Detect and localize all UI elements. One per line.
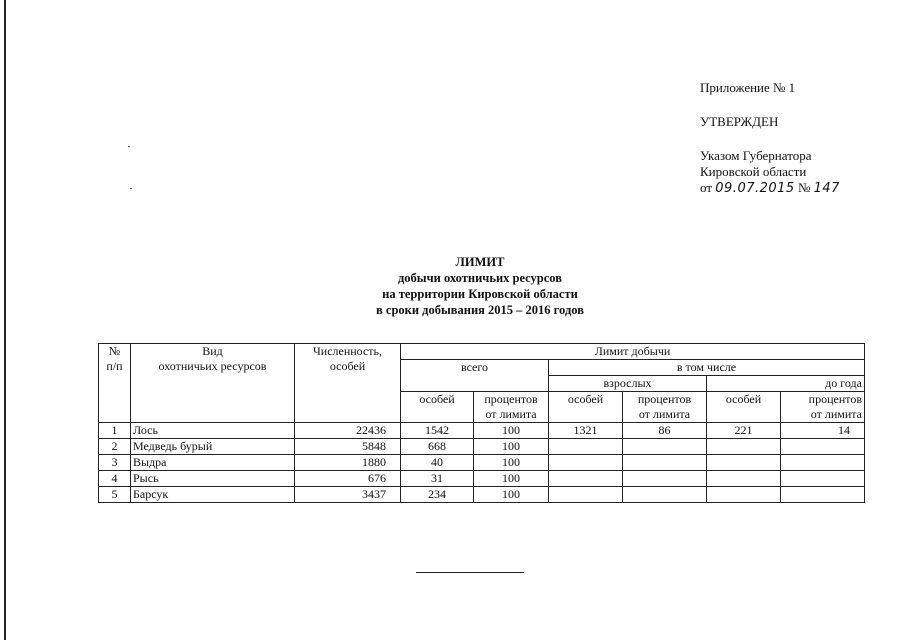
row-young-individuals [707, 439, 781, 455]
row-number: 1 [99, 423, 131, 439]
row-adult-individuals [549, 439, 623, 455]
handwritten-date: 09.07.2015 [715, 181, 795, 196]
header-population-line-1: Численность, [312, 344, 383, 358]
header-population-line-2: особей [329, 359, 366, 373]
header-population [295, 344, 401, 423]
table-row [99, 455, 865, 471]
header-young-percent-line-1: процентов [808, 392, 862, 406]
row-young-individuals [707, 487, 781, 503]
row-total-percent: 100 [474, 423, 549, 439]
row-adult-percent: 86 [623, 423, 707, 439]
row-young-percent [781, 439, 865, 455]
row-adult-percent [623, 471, 707, 487]
row-young-individuals [707, 455, 781, 471]
header-kind [131, 344, 295, 423]
table-row [99, 471, 865, 487]
header-total-percent-line-2: от лимита [485, 407, 537, 421]
scan-edge [4, 0, 6, 640]
row-adult-percent [623, 439, 707, 455]
header-total: всего [401, 360, 549, 392]
row-kind: Лось [131, 423, 295, 439]
row-young-individuals [707, 471, 781, 487]
row-kind: Выдра [131, 455, 295, 471]
row-young-percent [781, 455, 865, 471]
header-number-line-2: п/п [106, 359, 123, 373]
appendix-label: Приложение № 1 [700, 80, 796, 95]
header-under-year: до года [707, 376, 865, 392]
title-line-2: добычи охотничьих ресурсов [397, 271, 562, 285]
row-total-individuals: 668 [401, 439, 474, 455]
row-population: 5848 [295, 439, 401, 455]
document-title [300, 254, 660, 318]
header-number [99, 344, 131, 423]
row-kind: Медведь бурый [131, 439, 295, 455]
header-including: в том числе [549, 360, 865, 376]
header-kind-line-1: Вид [202, 344, 223, 358]
header-adult-individuals: особей [549, 392, 623, 423]
row-young-percent [781, 487, 865, 503]
header-limit: Лимит добычи [401, 344, 865, 360]
row-total-percent: 100 [474, 455, 549, 471]
header-young-individuals: особей [707, 392, 781, 423]
row-adult-individuals: 1321 [549, 423, 623, 439]
date-prefix: от [700, 180, 713, 195]
row-number: 5 [99, 487, 131, 503]
row-kind: Барсук [131, 487, 295, 503]
header-young-percent [781, 392, 865, 423]
row-population: 1880 [295, 455, 401, 471]
table-row [99, 487, 865, 503]
row-total-individuals: 1542 [401, 423, 474, 439]
row-total-individuals: 234 [401, 487, 474, 503]
title-line-3: на территории Кировской области [382, 287, 578, 301]
row-kind: Рысь [131, 471, 295, 487]
header-total-individuals: особей [401, 392, 474, 423]
handwritten-number: 147 [813, 181, 840, 196]
title-line-1: ЛИМИТ [455, 255, 505, 269]
header-total-percent-line-1: процентов [484, 392, 538, 406]
scan-speck [130, 188, 132, 189]
header-adults: взрослых [549, 376, 707, 392]
row-population: 3437 [295, 487, 401, 503]
title-line-4: в сроки добывания 2015 – 2016 годов [376, 303, 584, 317]
row-adult-percent [623, 487, 707, 503]
row-adult-individuals [549, 487, 623, 503]
decree-date-line [700, 180, 840, 197]
row-young-percent: 14 [781, 423, 865, 439]
row-adult-individuals [549, 471, 623, 487]
row-adult-individuals [549, 455, 623, 471]
approved-label: УТВЕРЖДЕН [700, 114, 779, 129]
footer-rule [416, 572, 524, 573]
scan-speck [128, 146, 130, 147]
row-population: 676 [295, 471, 401, 487]
header-kind-line-2: охотничьих ресурсов [158, 359, 267, 373]
decree-line-2: Кировской области [700, 164, 807, 179]
row-number: 2 [99, 439, 131, 455]
header-number-line-1: № [108, 344, 121, 358]
row-total-individuals: 31 [401, 471, 474, 487]
number-prefix: № [797, 180, 811, 195]
header-young-percent-line-2: от лимита [810, 407, 862, 421]
header-total-percent [474, 392, 549, 423]
row-total-percent: 100 [474, 487, 549, 503]
row-young-individuals: 221 [707, 423, 781, 439]
header-adult-percent-line-1: процентов [637, 392, 692, 406]
row-number: 4 [99, 471, 131, 487]
limit-table [98, 343, 865, 503]
header-adult-percent [623, 392, 707, 423]
table-row [99, 439, 865, 455]
decree-line-1: Указом Губернатора [700, 148, 812, 163]
row-total-percent: 100 [474, 439, 549, 455]
approval-block [700, 80, 840, 197]
row-number: 3 [99, 455, 131, 471]
row-total-percent: 100 [474, 471, 549, 487]
row-population: 22436 [295, 423, 401, 439]
row-adult-percent [623, 455, 707, 471]
row-total-individuals: 40 [401, 455, 474, 471]
table-row [99, 423, 865, 439]
header-adult-percent-line-2: от лимита [638, 407, 691, 421]
row-young-percent [781, 471, 865, 487]
